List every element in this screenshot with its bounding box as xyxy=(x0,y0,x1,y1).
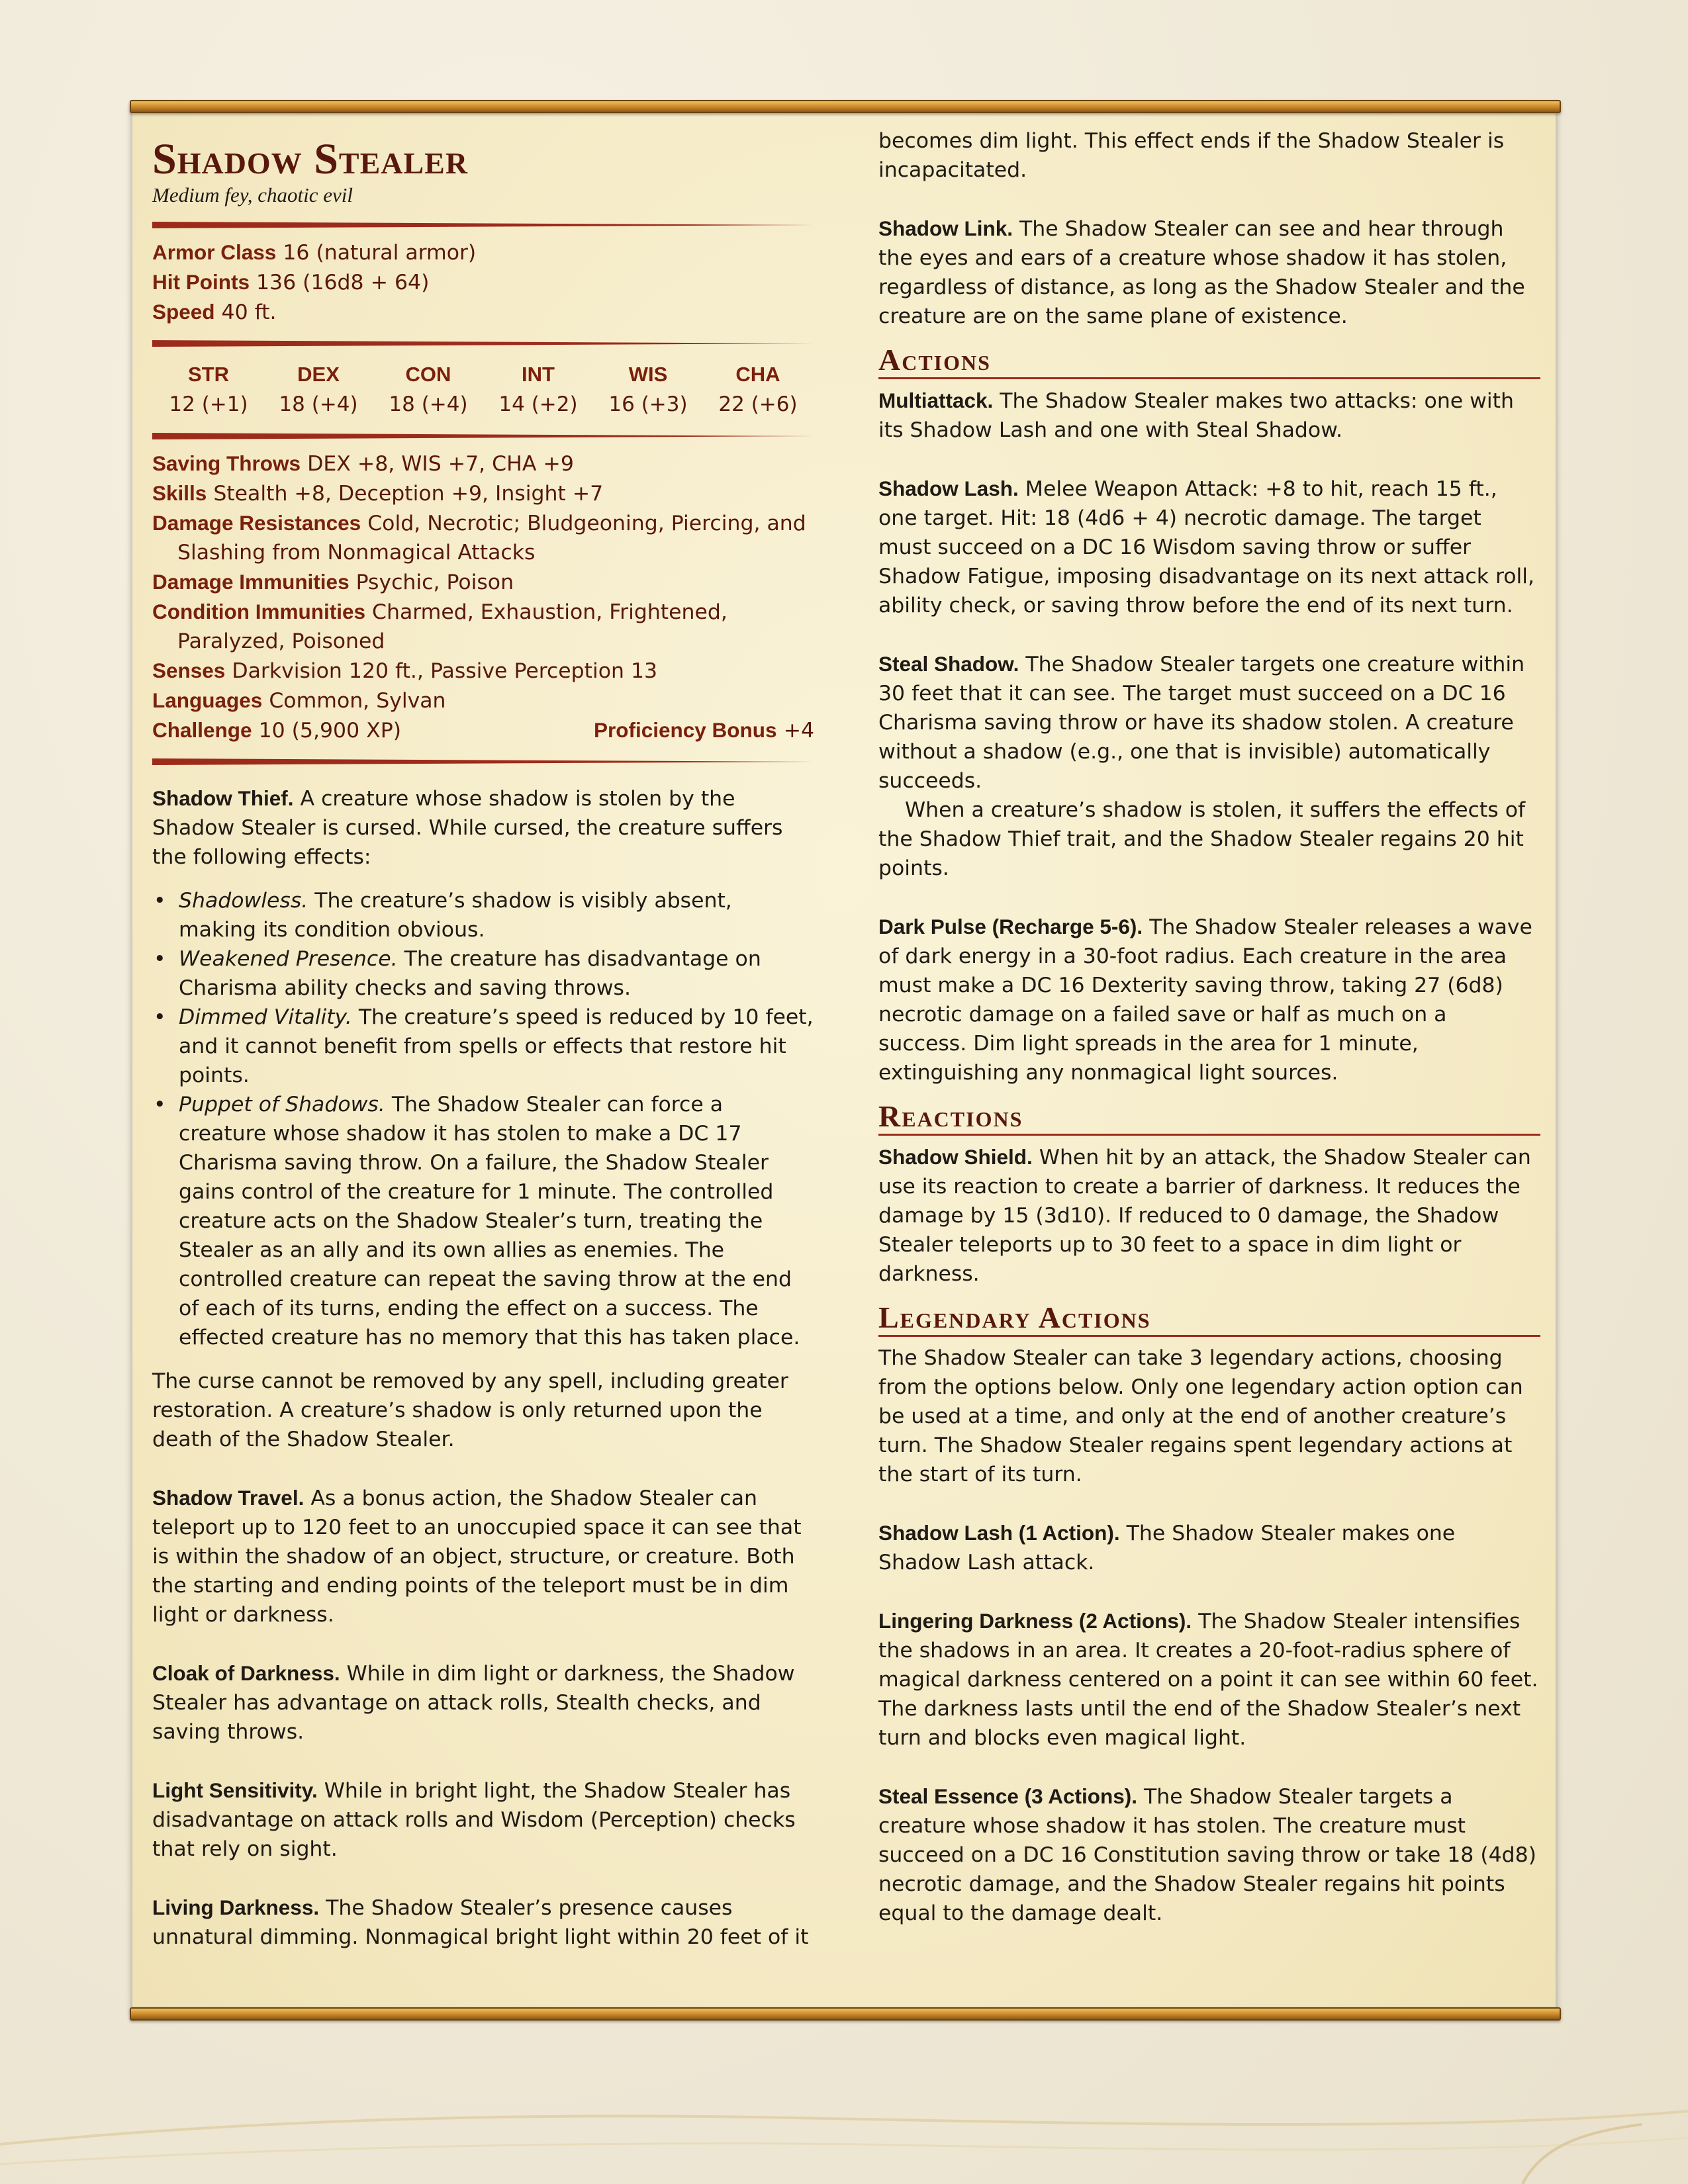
trait-living-darkness: Living Darkness. The Shadow Stealer’s presence causes unnatural dimming. Nonmagical bright light within 20 feet of it xyxy=(152,1895,809,1949)
stat-block xyxy=(132,108,1556,2013)
senses: Senses Darkvision 120 ft., Passive Perception 13 xyxy=(152,659,658,683)
proficiency-bonus: Proficiency Bonus +4 xyxy=(593,718,814,743)
legendary-actions-heading: Legendary Actions xyxy=(878,1298,1540,1337)
action-shadow-lash: Shadow Lash. Melee Weapon Attack: +8 to hit, reach 15 ft., one target. Hit: 18 (4d6 + 4) necrotic damage. The target must succeed on a DC 16 Wisdom saving throw or suffer Shadow Fatigue, imposing disadvantage on its next attack roll, ability check, or saving throw before the end of its next turn. xyxy=(878,477,1535,617)
hit-points: Hit Points 136 (16d8 + 64) xyxy=(152,270,430,295)
legendary-intro: The Shadow Stealer can take 3 legendary actions, choosing from the options below. Only one legendary action option can be used at a time, and only at the end of another creature’s turn. The Shadow Stealer regains spent legendary actions at the start of its turn. xyxy=(878,1346,1523,1486)
action-steal-shadow-cont: When a creature’s shadow is stolen, it suffers the effects of the Shadow Thief trait, and the Shadow Stealer regains 20 hit points. xyxy=(878,798,1526,880)
tapered-rule xyxy=(152,340,814,347)
list-item: • Weakened Presence. The creature has disadvantage on Charisma ability checks and saving throws. xyxy=(179,944,814,1003)
challenge-row xyxy=(152,715,814,745)
list-item: • Dimmed Vitality. The creature’s speed is reduced by 10 feet, and it cannot benefit from spells or effects that restore hit points. xyxy=(179,1003,814,1090)
ability-int: INT 14 (+2) xyxy=(498,363,578,416)
page-corner-ornament xyxy=(0,2012,1688,2184)
trait-shadow-thief: Shadow Thief. A creature whose shadow is stolen by the Shadow Stealer is cursed. While cursed, the creature suffers the following effects: xyxy=(152,786,783,869)
reactions-heading: Reactions xyxy=(878,1097,1540,1136)
right-column xyxy=(878,108,1540,1957)
ability-dex: DEX 18 (+4) xyxy=(279,363,358,416)
action-dark-pulse: Dark Pulse (Recharge 5-6). The Shadow Stealer releases a wave of dark energy in a 30-foot radius. Each creature in the area must make a DC 16 Dexterity saving throw, taking 27 (6d8) necrotic damage on a failed save or half as much on a success. Dim light spreads in the area for 1 minute, extinguishing any nonmagical light sources. xyxy=(878,915,1532,1085)
monster-name: Shadow Stealer xyxy=(152,135,469,183)
monster-type: Medium fey, chaotic evil xyxy=(152,183,353,206)
languages: Languages Common, Sylvan xyxy=(152,688,446,713)
damage-resistances: Damage Resistances Cold, Necrotic; Bludgeoning, Piercing, and Slashing from Nonmagical Attacks xyxy=(152,511,806,565)
list-item: • Puppet of Shadows. The Shadow Stealer can force a creature whose shadow it has stolen to make a DC 17 Charisma saving throw. On a failure, the Shadow Stealer gains control of the creature for 1 minute. The controlled creature acts on the Shadow Stealer’s turn, treating the Stealer as an ally and its own allies as enemies. The controlled creature can repeat the saving throw at the end of each of its turns, ending the effect on a success. The effected creature has no memory that this has taken place. xyxy=(179,1090,814,1352)
legendary-shadow-lash: Shadow Lash (1 Action). The Shadow Stealer makes one Shadow Lash attack. xyxy=(878,1521,1456,1574)
damage-immunities: Damage Immunities Psychic, Poison xyxy=(152,570,514,594)
curse-note: The curse cannot be removed by any spell, including greater restoration. A creature’s shadow is only returned upon the death of the Shadow Stealer. xyxy=(152,1369,788,1451)
tapered-rule xyxy=(152,433,814,439)
trait-shadow-travel: Shadow Travel. As a bonus action, the Shadow Stealer can teleport up to 120 feet to an unoccupied space it can see that is within the shadow of an object, structure, or creature. Both the starting and ending points of the teleport must be in dim light or darkness. xyxy=(152,1486,802,1627)
skills: Skills Stealth +8, Deception +9, Insight +7 xyxy=(152,481,604,506)
speed: Speed 40 ft. xyxy=(152,300,277,324)
legendary-steal-essence: Steal Essence (3 Actions). The Shadow Stealer targets a creature whose shadow it has stolen. The creature must succeed on a DC 16 Constitution saving throw or take 18 (4d8) necrotic damage, and the Shadow Stealer regains hit points equal to the damage dealt. xyxy=(878,1784,1536,1925)
trait-living-darkness-cont: becomes dim light. This effect ends if the Shadow Stealer is incapacitated. xyxy=(878,129,1505,182)
legendary-lingering-darkness: Lingering Darkness (2 Actions). The Shadow Stealer intensifies the shadows in an area. It creates a 20-foot-radius sphere of magical darkness centered on a point it can see within 60 feet. The darkness lasts until the end of the Shadow Stealer’s next turn and blocks even magical light. xyxy=(878,1609,1538,1750)
trait-cloak-of-darkness: Cloak of Darkness. While in dim light or darkness, the Shadow Stealer has advantage on attack rolls, Stealth checks, and saving throws. xyxy=(152,1661,795,1744)
ability-str: STR 12 (+1) xyxy=(169,363,248,416)
ability-cha: CHA 22 (+6) xyxy=(718,363,798,416)
stat-block-bottom-bar xyxy=(130,2007,1561,2021)
shadow-thief-effects xyxy=(152,886,814,1352)
saving-throws: Saving Throws DEX +8, WIS +7, CHA +9 xyxy=(152,451,574,476)
reaction-shadow-shield: Shadow Shield. When hit by an attack, the Shadow Stealer can use its reaction to create a barrier of darkness. It reduces the damage by 15 (3d10). If reduced to 0 damage, the Shadow Stealer teleports up to 30 feet to a space in dim light or darkness. xyxy=(878,1145,1531,1286)
tapered-rule xyxy=(152,758,814,765)
condition-immunities: Condition Immunities Charmed, Exhaustion, Frightened, Paralyzed, Poisoned xyxy=(152,600,727,653)
trait-light-sensitivity: Light Sensitivity. While in bright light, the Shadow Stealer has disadvantage on attack rolls and Wisdom (Perception) checks that rely on sight. xyxy=(152,1778,796,1861)
actions-heading: Actions xyxy=(878,340,1540,379)
challenge: Challenge 10 (5,900 XP) xyxy=(152,718,402,743)
ability-scores xyxy=(152,356,814,420)
left-column xyxy=(152,108,814,1952)
tapered-rule xyxy=(152,222,814,228)
action-multiattack: Multiattack. The Shadow Stealer makes two attacks: one with its Shadow Lash and one with Steal Shadow. xyxy=(878,388,1514,442)
action-steal-shadow: Steal Shadow. The Shadow Stealer targets one creature within 30 feet that it can see. The target must succeed on a DC 16 Charisma saving throw or have its shadow stolen. A creature without a shadow (e.g., one that is invisible) automatically succeeds. xyxy=(878,652,1525,793)
ability-con: CON 18 (+4) xyxy=(389,363,468,416)
armor-class: Armor Class 16 (natural armor) xyxy=(152,240,477,265)
trait-shadow-link: Shadow Link. The Shadow Stealer can see and hear through the eyes and ears of a creature whose shadow it has stolen, regardless of distance, as long as the Shadow Stealer and the creature are on the same plane of existence. xyxy=(878,216,1525,328)
list-item: • Shadowless. The creature’s shadow is visibly absent, making its condition obvious. xyxy=(179,886,814,944)
ability-wis: WIS 16 (+3) xyxy=(608,363,688,416)
